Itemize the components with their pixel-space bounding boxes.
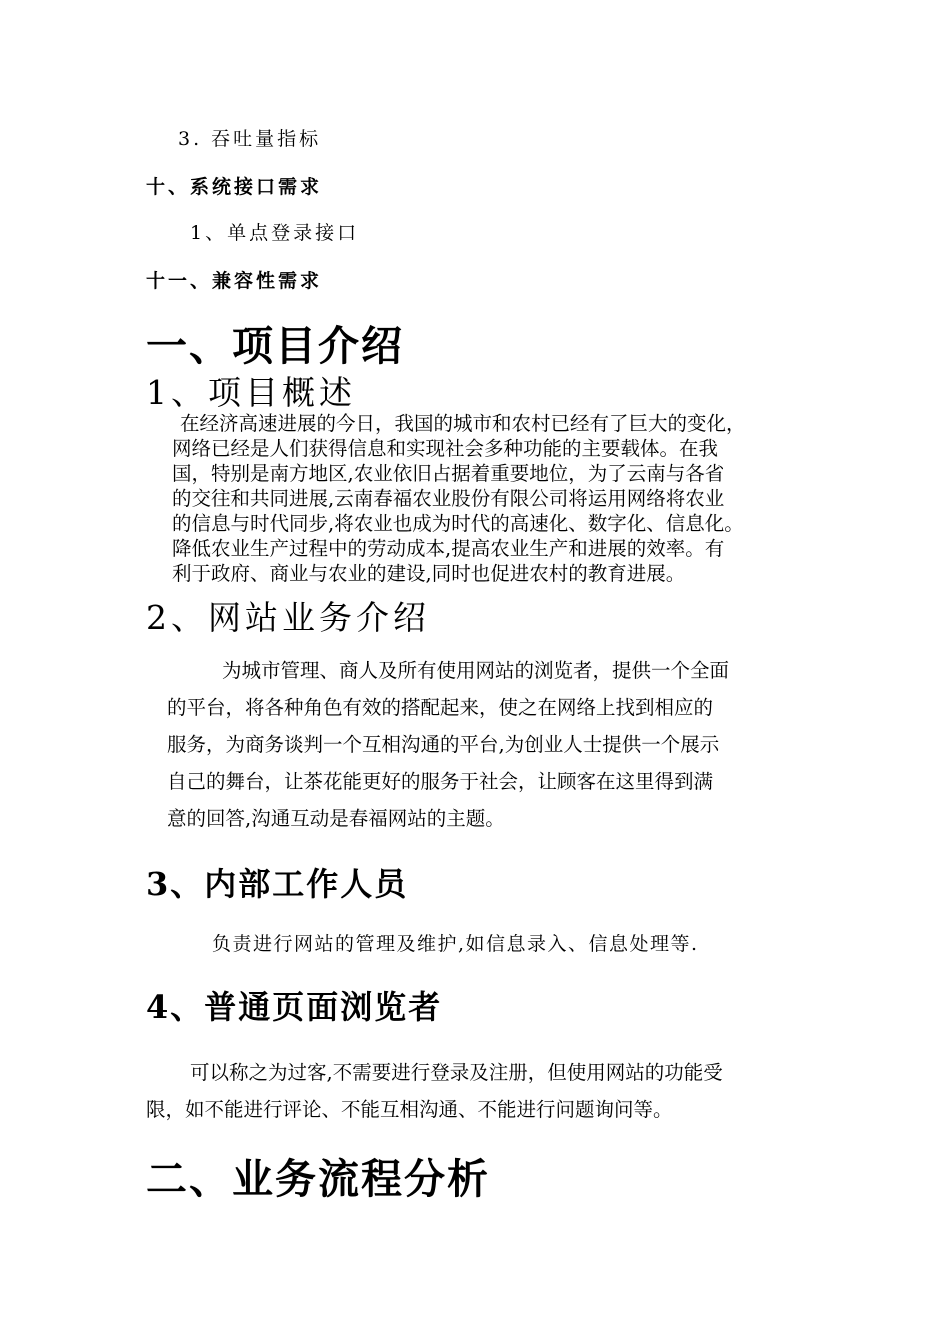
overview-line: 网络已经是人们获得信息和实现社会多种功能的主要载体。在我	[172, 437, 719, 460]
chapter-title-business-flow: 二、业务流程分析	[146, 1155, 490, 1203]
section-heading-business: 2、网站业务介绍	[146, 598, 430, 637]
visitors-paragraph	[146, 1054, 723, 1128]
toc-section-compatibility: 十一、兼容性需求	[146, 270, 323, 292]
business-line: 意的回答,沟通互动是春福网站的主题。	[167, 807, 505, 830]
business-line: 服务，为商务谈判一个互相沟通的平台,为创业人士提供一个展示	[167, 733, 720, 756]
business-line: 的平台，将各种角色有效的搭配起来，使之在网络上找到相应的	[167, 696, 714, 719]
overview-line: 降低农业生产过程中的劳动成本,提高农业生产和进展的效率。有	[172, 537, 725, 560]
business-line: 为城市管理、商人及所有使用网站的浏览者，提供一个全面	[222, 659, 730, 682]
visitors-line: 限，如不能进行评论、不能互相沟通、不能进行问题询问等。	[146, 1098, 673, 1121]
business-line: 自己的舞台，让茶花能更好的服务于社会，让顾客在这里得到满	[167, 770, 714, 793]
section-heading-staff: 3、内部工作人员	[146, 865, 409, 903]
overview-line: 国，特别是南方地区,农业依旧占据着重要地位，为了云南与各省	[172, 462, 725, 485]
overview-line: 利于政府、商业与农业的建设,同时也促进农村的教育进展。	[172, 562, 686, 585]
visitors-line: 可以称之为过客,不需要进行登录及注册，但使用网站的功能受	[190, 1061, 723, 1084]
overview-line: 的交往和共同进展,云南春福农业股份有限公司将运用网络将农业	[172, 487, 725, 510]
section-heading-visitors: 4、普通页面浏览者	[146, 988, 443, 1026]
section-heading-overview: 1、项目概述	[146, 373, 356, 412]
staff-paragraph: 负责进行网站的管理及维护,如信息录入、信息处理等.	[212, 933, 699, 955]
chapter-title-project-intro: 一、项目介绍	[146, 322, 404, 370]
toc-item-throughput: 3. 吞吐量指标	[178, 128, 322, 150]
overview-paragraph	[172, 411, 746, 586]
business-paragraph	[167, 652, 729, 837]
overview-line: 的信息与时代同步,将农业也成为时代的高速化、数字化、信息化。	[172, 512, 744, 535]
toc-section-interface: 十、系统接口需求	[146, 176, 323, 198]
overview-line: 在经济高速进展的今日，我国的城市和农村已经有了巨大的变化，	[180, 412, 746, 435]
toc-item-sso: 1、单点登录接口	[190, 222, 360, 244]
